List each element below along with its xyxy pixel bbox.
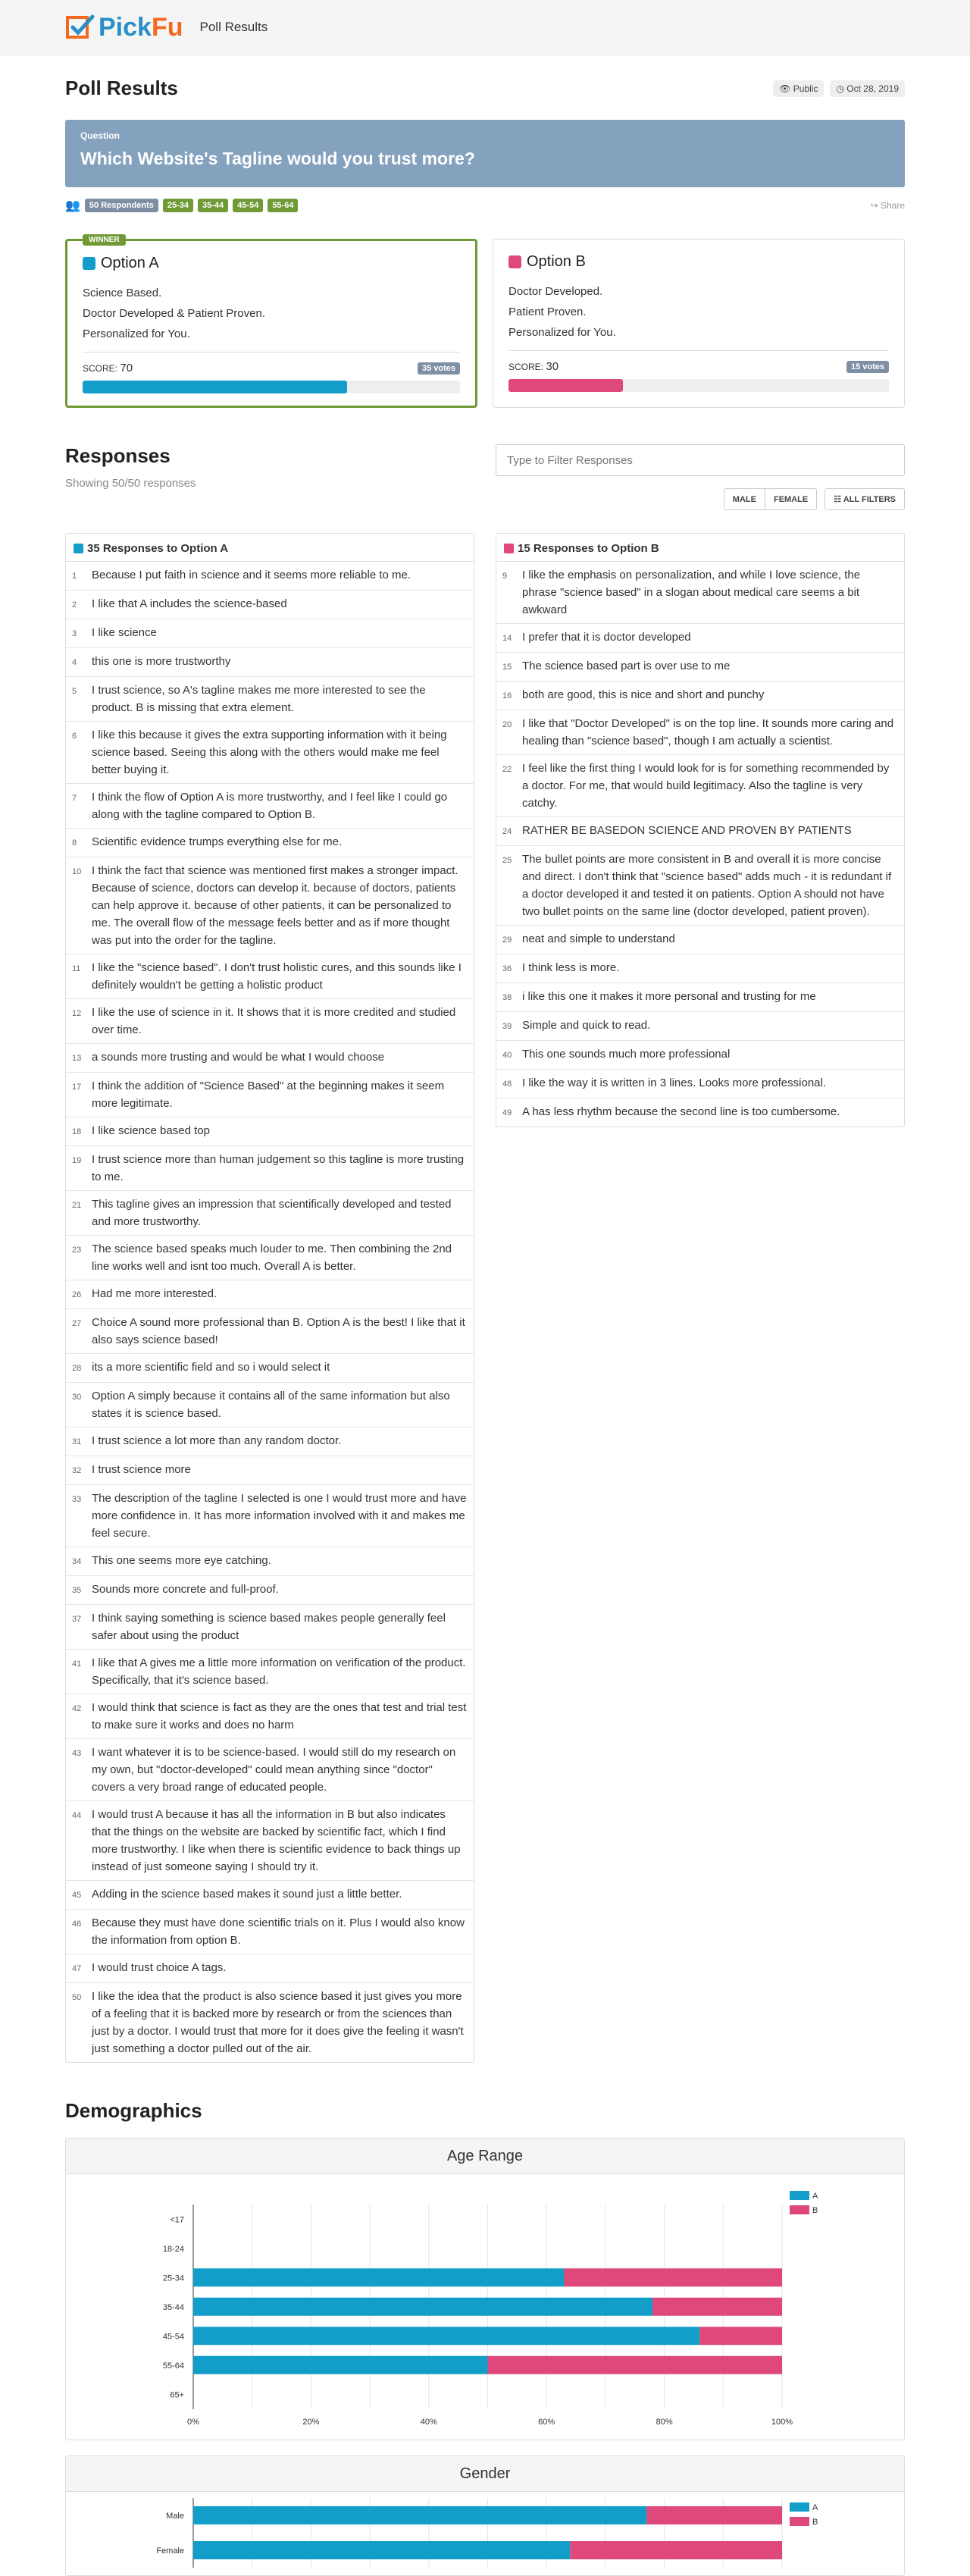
response-number: 33 xyxy=(72,1495,82,1504)
option-a-score: 70 xyxy=(120,362,133,374)
response-number: 2 xyxy=(72,600,77,610)
eye-icon: 👁 xyxy=(779,83,791,94)
response-number: 13 xyxy=(72,1054,82,1063)
responses-option-b xyxy=(496,533,905,1127)
response-text: I think saying something is science based makes people generally feel safer about using the product xyxy=(92,1612,446,1642)
all-filters-button[interactable] xyxy=(824,488,905,510)
response-text: its a more scientific field and so i would select it xyxy=(92,1361,330,1374)
option-b-score-fill xyxy=(508,379,623,392)
option-b-swatch xyxy=(508,255,521,268)
legend-swatch-b xyxy=(790,2517,809,2526)
responses-option-a xyxy=(65,533,474,2063)
response-number: 36 xyxy=(502,964,512,973)
response-number: 24 xyxy=(502,827,512,836)
x-tick-label: 100% xyxy=(771,2418,793,2427)
respondents-tag: 50 Respondents xyxy=(85,199,158,212)
response-item xyxy=(496,1041,904,1070)
response-item xyxy=(496,1012,904,1041)
response-number: 46 xyxy=(72,1919,82,1929)
response-text: I would trust A because it has all the information in B but also indicates that the things on the website are backed by scientific fact, which I find more trustworthy. I like when there is scientific evidence to back things up instead of just someone saying I should try it. xyxy=(92,1808,461,1873)
response-text: this one is more trustworthy xyxy=(92,655,231,668)
logo-text-pick: Pick xyxy=(99,12,152,42)
response-item xyxy=(66,1309,474,1354)
response-text: The description of the tagline I selected is one I would trust more and have more confidence in. It has more information involved with it and makes me feel secure. xyxy=(92,1492,467,1540)
response-text: I think the flow of Option A is more trustworthy, and I feel like I could go along with the tagline compared to Option B. xyxy=(92,791,448,821)
response-number: 34 xyxy=(72,1557,82,1566)
response-text: Adding in the science based makes it sound just a little better. xyxy=(92,1888,402,1901)
demographics-title: Demographics xyxy=(65,2099,202,2122)
respondent-tags xyxy=(65,198,905,213)
response-text: I think the fact that science was mentioned first makes a stronger impact. Because of science, doctors can develop it. because of doctors, patients can help approve it. because of other patients, it can be personalized to me. The overall flow of the message feels better and as if more thought was put into the order for the tagline. xyxy=(92,864,458,947)
x-tick-label: 20% xyxy=(302,2418,320,2427)
response-text: both are good, this is nice and short and punchy xyxy=(522,688,765,701)
response-item xyxy=(496,755,904,817)
response-number: 26 xyxy=(72,1290,82,1299)
response-number: 7 xyxy=(72,794,77,803)
category-label: 35-44 xyxy=(162,2302,184,2312)
response-item xyxy=(66,1073,474,1117)
response-item xyxy=(496,710,904,755)
bar-b-male xyxy=(646,2506,782,2524)
response-item xyxy=(66,1650,474,1694)
users-icon: 👥 xyxy=(65,199,80,212)
response-text: I like science xyxy=(92,626,157,639)
option-b-score: 30 xyxy=(546,360,559,373)
visibility-badge xyxy=(773,80,824,97)
top-navbar xyxy=(0,0,970,55)
legend-label: B xyxy=(812,2206,818,2215)
response-item xyxy=(66,591,474,619)
response-text: Scientific evidence trumps everything else for me. xyxy=(92,835,343,848)
response-item xyxy=(66,1605,474,1650)
bar-b-female xyxy=(570,2541,782,2559)
legend-swatch-a xyxy=(790,2502,809,2512)
age-range-panel xyxy=(65,2138,905,2440)
response-item xyxy=(496,846,904,926)
x-tick-label: 80% xyxy=(656,2418,673,2427)
question-panel xyxy=(65,120,905,187)
response-number: 43 xyxy=(72,1749,82,1758)
response-text: Choice A sound more professional than B. Option A is the best! I like that it also says science based! xyxy=(92,1316,465,1346)
category-label: 65+ xyxy=(170,2390,184,2400)
response-number: 49 xyxy=(502,1108,512,1117)
response-item xyxy=(66,1954,474,1983)
response-item xyxy=(66,1383,474,1427)
response-item xyxy=(66,1739,474,1801)
option-a-title: Option A xyxy=(101,255,159,271)
share-link[interactable] xyxy=(871,200,905,211)
filter-icon: ☷ xyxy=(834,495,842,504)
response-number: 5 xyxy=(72,687,77,696)
response-text: The bullet points are more consistent in B and overall it is more concise and direct. I don't think that "science based" adds much - it is redundant if a doctor developed it and tested it on patients. Option A should not have two bullet points on the same line (doctor developed, patient proven). xyxy=(522,853,892,918)
response-number: 8 xyxy=(72,838,77,848)
gender-chart xyxy=(66,2492,904,2571)
response-text: I like this because it gives the extra supporting information with it being science based. Seeing this along with the others would make me feel better buying it. xyxy=(92,729,447,776)
response-text: I like the use of science in it. It shows that it is more credited and studied over time. xyxy=(92,1006,456,1036)
legend-swatch-b xyxy=(790,2205,809,2214)
response-item xyxy=(66,1456,474,1485)
response-text: Option A simply because it contains all of the same information but also states it is science based. xyxy=(92,1390,450,1420)
response-number: 29 xyxy=(502,935,512,945)
response-number: 27 xyxy=(72,1319,82,1328)
response-number: 21 xyxy=(72,1201,82,1210)
responses-option-a-heading: 35 Responses to Option A xyxy=(87,542,229,555)
option-a-line: Doctor Developed & Patient Proven. xyxy=(83,307,265,320)
option-b-line: Doctor Developed. xyxy=(508,285,603,298)
question-label: Question xyxy=(80,130,120,141)
age-tag: 55-64 xyxy=(268,199,298,212)
response-number: 44 xyxy=(72,1811,82,1820)
response-item xyxy=(66,1191,474,1236)
response-number: 14 xyxy=(502,634,512,643)
response-item xyxy=(66,1044,474,1073)
legend-label: A xyxy=(812,2503,818,2512)
response-text: I trust science more than human judgement so this tagline is more trusting to me. xyxy=(92,1153,465,1183)
response-number: 22 xyxy=(502,765,512,774)
response-number: 42 xyxy=(72,1704,82,1713)
response-item xyxy=(496,1070,904,1098)
response-item xyxy=(66,1576,474,1605)
bar-b-2534 xyxy=(565,2268,782,2286)
response-text: a sounds more trusting and would be what I would choose xyxy=(92,1051,385,1064)
response-item xyxy=(66,1547,474,1576)
response-text: I feel like the first thing I would look for is for something recommended by a doctor. For me, that would build legitimacy. Also the tagline is very catchy. xyxy=(522,762,890,810)
response-item xyxy=(496,1098,904,1127)
response-text: I think the addition of "Science Based" at the beginning makes it seem more legitimate. xyxy=(92,1080,445,1110)
response-item xyxy=(66,1694,474,1739)
all-filters-label: ALL FILTERS xyxy=(843,495,896,504)
response-item xyxy=(66,1983,474,2062)
response-item xyxy=(66,1236,474,1280)
filter-responses-input[interactable] xyxy=(496,444,905,476)
response-item xyxy=(66,857,474,954)
response-number: 38 xyxy=(502,993,512,1002)
response-number: 18 xyxy=(72,1127,82,1136)
category-label: 18-24 xyxy=(162,2244,184,2254)
legend-label: A xyxy=(812,2192,818,2201)
response-number: 48 xyxy=(502,1080,512,1089)
response-item xyxy=(66,1354,474,1383)
question-text: Which Website's Tagline would you trust more? xyxy=(80,149,475,168)
response-number: 47 xyxy=(72,1964,82,1973)
response-item xyxy=(66,784,474,829)
response-text: RATHER BE BASEDON SCIENCE AND PROVEN BY PATIENTS xyxy=(522,824,852,837)
page-title: Poll Results xyxy=(65,77,178,99)
response-number: 25 xyxy=(502,856,512,865)
response-text: I like the way it is written in 3 lines. Looks more professional. xyxy=(522,1076,827,1089)
response-text: neat and simple to understand xyxy=(522,932,675,945)
response-number: 28 xyxy=(72,1364,82,1373)
option-a-swatch xyxy=(74,544,83,553)
option-a-score-fill xyxy=(83,381,347,393)
option-a-line: Personalized for You. xyxy=(83,327,190,340)
option-a-swatch xyxy=(83,257,95,270)
x-tick-label: 60% xyxy=(538,2418,555,2427)
response-item xyxy=(66,562,474,591)
age-tag: 35-44 xyxy=(198,199,228,212)
response-text: Because they must have done scientific trials on it. Plus I would also know the information from option B. xyxy=(92,1916,465,1947)
date-label: Oct 28, 2019 xyxy=(846,83,899,94)
response-text: Sounds more concrete and full-proof. xyxy=(92,1583,279,1596)
response-text: The science based speaks much louder to me. Then combining the 2nd line works well and isnt too much. Overall A is better. xyxy=(92,1243,452,1273)
response-text: I trust science more xyxy=(92,1463,191,1476)
response-number: 23 xyxy=(72,1246,82,1255)
legend-swatch-a xyxy=(790,2191,809,2200)
winner-badge: WINNER xyxy=(83,234,126,246)
filter-male-button[interactable]: MALE xyxy=(724,488,765,510)
navbar-subtitle: Poll Results xyxy=(199,20,268,34)
response-text: The science based part is over use to me xyxy=(522,660,731,672)
response-number: 16 xyxy=(502,691,512,700)
response-number: 30 xyxy=(72,1393,82,1402)
bar-b-4554 xyxy=(699,2327,782,2345)
share-label: Share xyxy=(880,200,905,211)
response-number: 20 xyxy=(502,720,512,729)
option-b-votes: 15 votes xyxy=(846,361,889,373)
option-b-swatch xyxy=(504,544,514,553)
age-range-chart xyxy=(66,2174,904,2436)
gender-title: Gender xyxy=(66,2456,904,2492)
age-range-title: Age Range xyxy=(66,2139,904,2174)
response-item xyxy=(66,1910,474,1954)
logo-text-fu: Fu xyxy=(151,12,183,42)
score-label: SCORE: xyxy=(83,363,118,374)
response-number: 11 xyxy=(72,964,81,973)
response-item xyxy=(66,619,474,648)
response-number: 37 xyxy=(72,1615,82,1624)
response-text: I like that A includes the science-based xyxy=(92,597,287,610)
response-item xyxy=(66,1117,474,1146)
response-number: 6 xyxy=(72,732,77,741)
response-item xyxy=(496,983,904,1012)
response-text: I trust science, so A's tagline makes me more interested to see the product. B is missing that extra element. xyxy=(92,684,426,714)
response-number: 1 xyxy=(72,572,77,581)
legend-label: B xyxy=(812,2518,818,2527)
response-number: 50 xyxy=(72,1993,82,2002)
response-number: 40 xyxy=(502,1051,512,1060)
gender-panel xyxy=(65,2455,905,2576)
option-a-card xyxy=(65,236,477,408)
response-item xyxy=(66,1146,474,1191)
filter-female-button[interactable]: FEMALE xyxy=(765,488,817,510)
response-text: I like the emphasis on personalization, and while I love science, the phrase "science based" in a slogan about medical care seems a bit awkward xyxy=(522,569,861,616)
category-label: 25-34 xyxy=(162,2274,184,2283)
category-label: Female xyxy=(156,2546,184,2556)
option-b-score-bar xyxy=(508,379,889,392)
option-a-votes: 35 votes xyxy=(418,362,460,374)
bar-a-female xyxy=(193,2541,570,2559)
response-item xyxy=(496,624,904,653)
category-label: 45-54 xyxy=(162,2332,184,2342)
response-text: I would trust choice A tags. xyxy=(92,1961,227,1974)
bar-b-5564 xyxy=(488,2356,783,2374)
response-number: 12 xyxy=(72,1009,82,1018)
response-text: I like that "Doctor Developed" is on the top line. It sounds more caring and healing than "science based", though I am actually a scientist. xyxy=(522,717,894,747)
response-text: I think less is more. xyxy=(522,961,620,974)
option-b-card xyxy=(493,239,905,408)
response-item xyxy=(66,722,474,784)
response-item xyxy=(66,1280,474,1309)
response-item xyxy=(66,829,474,857)
response-text: I like the "science based". I don't trust holistic cures, and this sounds like I definitely wouldn't be getting a holistic product xyxy=(92,961,462,992)
score-label: SCORE: xyxy=(508,362,544,372)
responses-count: Showing 50/50 responses xyxy=(65,477,196,490)
response-text: This one seems more eye catching. xyxy=(92,1554,271,1567)
response-item xyxy=(496,682,904,710)
response-number: 15 xyxy=(502,663,512,672)
visibility-label: Public xyxy=(793,83,818,94)
bar-a-4554 xyxy=(193,2327,699,2345)
response-item xyxy=(66,1427,474,1456)
age-tag: 45-54 xyxy=(233,199,263,212)
response-text: i like this one it makes it more personal and trusting for me xyxy=(522,990,816,1003)
option-b-title: Option B xyxy=(527,253,586,270)
option-b-line: Patient Proven. xyxy=(508,306,587,318)
response-number: 32 xyxy=(72,1466,82,1475)
response-item xyxy=(66,1801,474,1881)
response-text: I like that A gives me a little more information on verification of the product. Specifically, that it's science based. xyxy=(92,1656,466,1687)
response-text: I want whatever it is to be science-based. I would still do my research on my own, but "doctor-developed" could mean anything since "doctor" covers a very broad range of educated people. xyxy=(92,1746,456,1794)
bar-a-male xyxy=(193,2506,646,2524)
response-number: 4 xyxy=(72,658,77,667)
date-badge xyxy=(830,80,905,97)
option-b-line: Personalized for You. xyxy=(508,326,616,339)
response-number: 17 xyxy=(72,1083,82,1092)
response-number: 35 xyxy=(72,1586,82,1595)
response-text: A has less rhythm because the second line is too cumbersome. xyxy=(522,1105,840,1118)
bar-a-2534 xyxy=(193,2268,565,2286)
option-a-line: Science Based. xyxy=(83,287,162,299)
bar-b-3544 xyxy=(652,2298,782,2316)
response-item xyxy=(66,1485,474,1547)
x-tick-label: 40% xyxy=(420,2418,437,2427)
response-item xyxy=(496,653,904,682)
clock-icon: ◷ xyxy=(836,83,844,94)
response-text: I like science based top xyxy=(92,1124,210,1137)
share-icon: ↪ xyxy=(870,200,878,211)
bar-a-3544 xyxy=(193,2298,652,2316)
option-a-score-bar xyxy=(83,381,460,393)
responses-option-b-heading: 15 Responses to Option B xyxy=(518,542,659,555)
pickfu-logo-icon xyxy=(65,12,95,42)
response-text: This tagline gives an impression that scientifically developed and tested and more trustworthy. xyxy=(92,1198,452,1228)
response-text: Had me more interested. xyxy=(92,1287,217,1300)
bar-a-5564 xyxy=(193,2356,488,2374)
responses-title: Responses xyxy=(65,444,171,467)
response-number: 9 xyxy=(502,572,508,581)
response-number: 39 xyxy=(502,1022,512,1031)
response-number: 45 xyxy=(72,1891,82,1900)
response-item xyxy=(66,677,474,722)
response-text: Because I put faith in science and it seems more reliable to me. xyxy=(92,569,411,581)
x-tick-label: 0% xyxy=(187,2418,199,2427)
age-tag: 25-34 xyxy=(163,199,193,212)
response-item xyxy=(66,999,474,1044)
response-item xyxy=(496,926,904,954)
response-text: I trust science a lot more than any random doctor. xyxy=(92,1434,342,1447)
response-item xyxy=(496,562,904,624)
response-number: 19 xyxy=(72,1156,82,1165)
response-text: I would think that science is fact as they are the ones that test and trial test to make sure it works and does no harm xyxy=(92,1701,467,1731)
response-item xyxy=(66,954,474,999)
response-number: 10 xyxy=(72,867,82,876)
response-number: 31 xyxy=(72,1437,82,1446)
response-text: I prefer that it is doctor developed xyxy=(522,631,691,644)
response-number: 41 xyxy=(72,1659,82,1669)
response-item xyxy=(66,648,474,677)
response-text: I like the idea that the product is also science based it just gives you more of a feeling that it is backed more by research or from the sciences than just by a doctor. I would trust that more for it does give the feeling it wasn't just something a doctor pulled out of the air. xyxy=(92,1990,464,2055)
response-item xyxy=(496,954,904,983)
response-number: 3 xyxy=(72,629,77,638)
response-item xyxy=(496,817,904,846)
response-text: This one sounds much more professional xyxy=(522,1048,731,1061)
response-text: Simple and quick to read. xyxy=(522,1019,651,1032)
category-label: <17 xyxy=(170,2215,184,2225)
category-label: 55-64 xyxy=(162,2361,184,2371)
response-item xyxy=(66,1881,474,1910)
category-label: Male xyxy=(166,2512,184,2521)
pickfu-logo[interactable] xyxy=(65,12,183,42)
